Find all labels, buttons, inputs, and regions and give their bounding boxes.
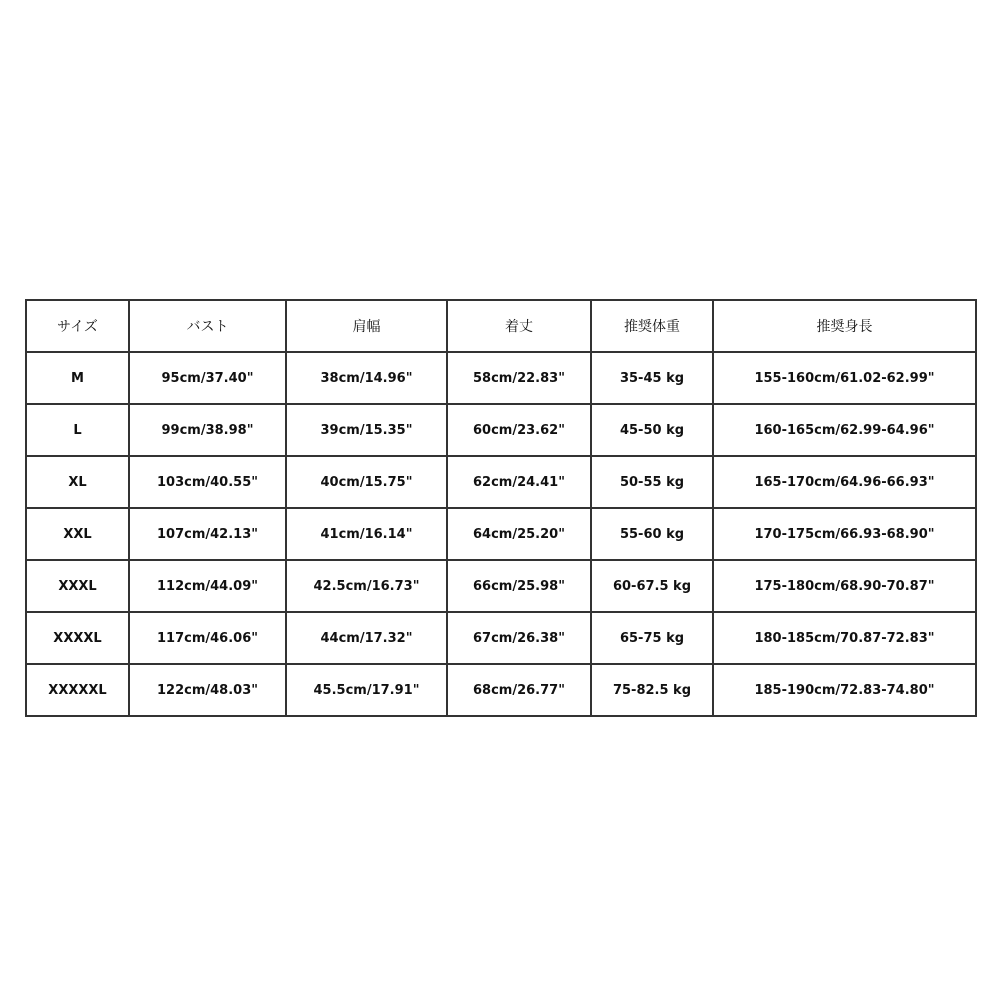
table-row xyxy=(26,560,976,612)
weight-cell: 60-67.5 kg xyxy=(591,560,713,612)
weight-cell: 75-82.5 kg xyxy=(591,664,713,716)
size-cell: M xyxy=(26,352,129,404)
table-row xyxy=(26,508,976,560)
table-row xyxy=(26,404,976,456)
bust-cell: 103cm/40.55" xyxy=(129,456,286,508)
bust-cell: 117cm/46.06" xyxy=(129,612,286,664)
length-cell: 64cm/25.20" xyxy=(447,508,591,560)
height-cell: 165-170cm/64.96-66.93" xyxy=(713,456,976,508)
shoulder-cell: 39cm/15.35" xyxy=(286,404,447,456)
table-header-row xyxy=(26,300,976,352)
size-cell: L xyxy=(26,404,129,456)
height-cell: 175-180cm/68.90-70.87" xyxy=(713,560,976,612)
size-cell: XXXL xyxy=(26,560,129,612)
weight-cell: 50-55 kg xyxy=(591,456,713,508)
height-cell: 170-175cm/66.93-68.90" xyxy=(713,508,976,560)
height-cell: 185-190cm/72.83-74.80" xyxy=(713,664,976,716)
weight-cell: 45-50 kg xyxy=(591,404,713,456)
bust-cell: 95cm/37.40" xyxy=(129,352,286,404)
header-weight: 推奨体重 xyxy=(591,300,713,352)
table-row xyxy=(26,352,976,404)
height-cell: 180-185cm/70.87-72.83" xyxy=(713,612,976,664)
size-cell: XXXXL xyxy=(26,612,129,664)
bust-cell: 122cm/48.03" xyxy=(129,664,286,716)
bust-cell: 112cm/44.09" xyxy=(129,560,286,612)
header-height: 推奨身長 xyxy=(713,300,976,352)
weight-cell: 55-60 kg xyxy=(591,508,713,560)
table-row xyxy=(26,456,976,508)
length-cell: 68cm/26.77" xyxy=(447,664,591,716)
length-cell: 67cm/26.38" xyxy=(447,612,591,664)
bust-cell: 107cm/42.13" xyxy=(129,508,286,560)
size-cell: XXXXXL xyxy=(26,664,129,716)
length-cell: 62cm/24.41" xyxy=(447,456,591,508)
shoulder-cell: 42.5cm/16.73" xyxy=(286,560,447,612)
weight-cell: 35-45 kg xyxy=(591,352,713,404)
length-cell: 58cm/22.83" xyxy=(447,352,591,404)
shoulder-cell: 38cm/14.96" xyxy=(286,352,447,404)
table-row xyxy=(26,664,976,716)
header-bust: バスト xyxy=(129,300,286,352)
size-cell: XXL xyxy=(26,508,129,560)
header-shoulder: 肩幅 xyxy=(286,300,447,352)
table-row xyxy=(26,612,976,664)
shoulder-cell: 44cm/17.32" xyxy=(286,612,447,664)
height-cell: 155-160cm/61.02-62.99" xyxy=(713,352,976,404)
weight-cell: 65-75 kg xyxy=(591,612,713,664)
length-cell: 66cm/25.98" xyxy=(447,560,591,612)
size-cell: XL xyxy=(26,456,129,508)
length-cell: 60cm/23.62" xyxy=(447,404,591,456)
shoulder-cell: 40cm/15.75" xyxy=(286,456,447,508)
height-cell: 160-165cm/62.99-64.96" xyxy=(713,404,976,456)
bust-cell: 99cm/38.98" xyxy=(129,404,286,456)
header-length: 着丈 xyxy=(447,300,591,352)
size-chart-table xyxy=(25,299,977,717)
shoulder-cell: 45.5cm/17.91" xyxy=(286,664,447,716)
shoulder-cell: 41cm/16.14" xyxy=(286,508,447,560)
header-size: サイズ xyxy=(26,300,129,352)
